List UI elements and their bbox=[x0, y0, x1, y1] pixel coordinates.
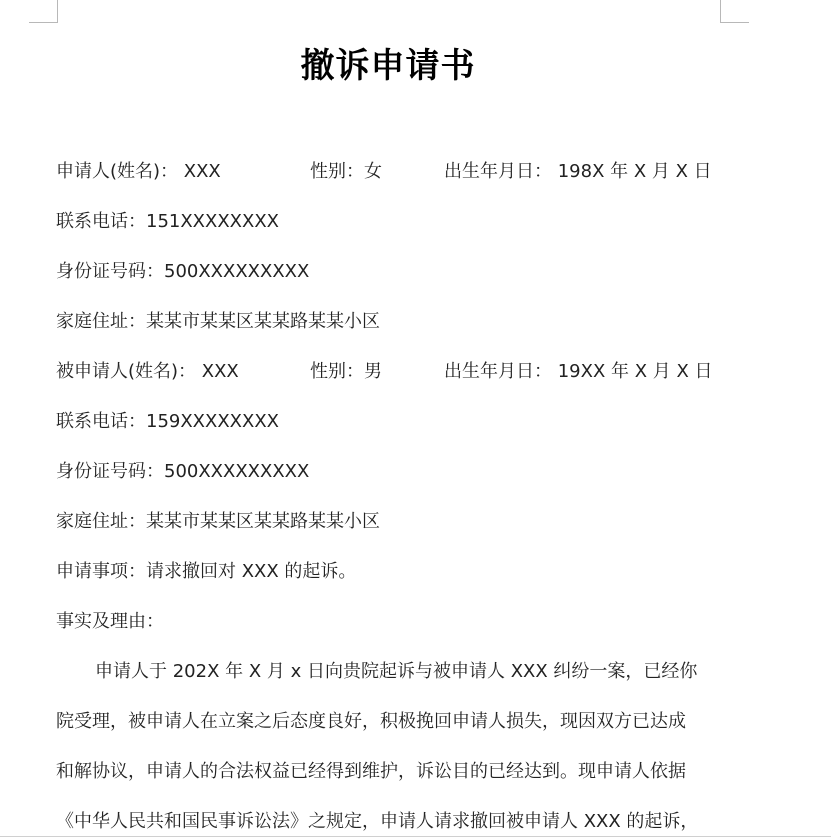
page-margin-corner-left bbox=[29, 0, 58, 23]
facts-heading: 事实及理由： bbox=[56, 611, 164, 632]
request-item: 申请事项：请求撤回对 XXX 的起诉。 bbox=[56, 561, 357, 582]
applicant-phone: 联系电话：151XXXXXXXX bbox=[56, 211, 280, 232]
page-margin-corner-right bbox=[720, 0, 749, 23]
body-line: 院受理，被申请人在立案之后态度良好，积极挽回申请人损失，现因双方已达成 bbox=[56, 711, 686, 732]
respondent-phone: 联系电话：159XXXXXXXX bbox=[56, 411, 280, 432]
body-line: 和解协议，申请人的合法权益已经得到维护，诉讼目的已经达到。现申请人依据 bbox=[56, 761, 686, 782]
applicant-name: 申请人(姓名)： XXX bbox=[56, 161, 221, 182]
respondent-name: 被申请人(姓名)： XXX bbox=[56, 361, 239, 382]
page-bottom-divider bbox=[0, 836, 831, 837]
body-line: 申请人于 202X 年 X 月 x 日向贵院起诉与被申请人 XXX 纠纷一案，已经你 bbox=[95, 661, 698, 682]
respondent-gender: 性别：男 bbox=[310, 361, 382, 382]
respondent-birth: 出生年月日： 19XX 年 X 月 X 日 bbox=[444, 361, 713, 382]
respondent-id-number: 身份证号码：500XXXXXXXXX bbox=[56, 461, 310, 482]
document-title: 撤诉申请书 bbox=[300, 46, 476, 86]
applicant-address: 家庭住址：某某市某某区某某路某某小区 bbox=[56, 311, 380, 332]
applicant-birth: 出生年月日： 198X 年 X 月 X 日 bbox=[444, 161, 712, 182]
respondent-address: 家庭住址：某某市某某区某某路某某小区 bbox=[56, 511, 380, 532]
applicant-id-number: 身份证号码：500XXXXXXXXX bbox=[56, 261, 310, 282]
applicant-gender: 性别：女 bbox=[310, 161, 382, 182]
body-line: 《中华人民共和国民事诉讼法》之规定，申请人请求撤回被申请人 XXX 的起诉， bbox=[56, 811, 699, 832]
